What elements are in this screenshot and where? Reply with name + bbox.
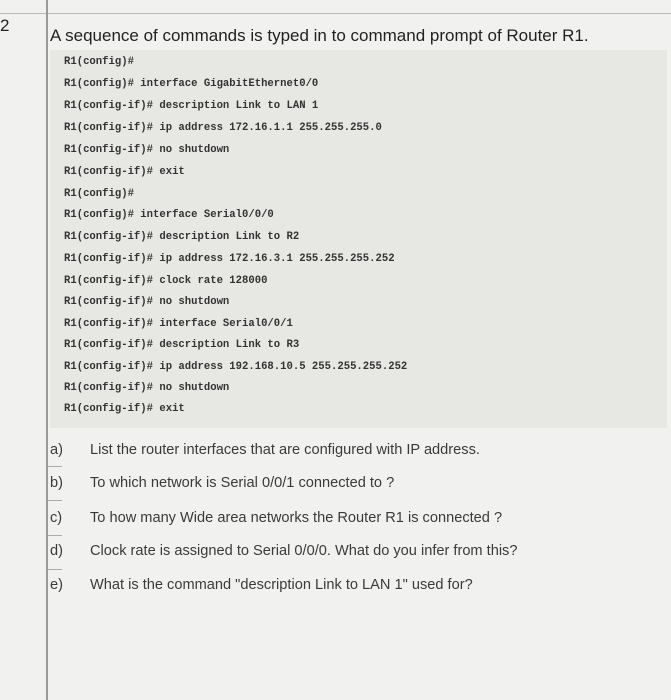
command-line: R1(config-if)# no shutdown xyxy=(64,296,230,308)
command-line: R1(config-if)# exit xyxy=(64,403,185,415)
command-line: R1(config-if)# description Link to R3 xyxy=(64,339,300,351)
command-line: R1(config-if)# description Link to R2 xyxy=(64,231,300,243)
command-line: R1(config-if)# no shutdown xyxy=(64,144,230,156)
command-line: R1(config-if)# ip address 172.16.3.1 255.255.255.252 xyxy=(64,253,395,265)
command-line: R1(config)# interface GigabitEthernet0/0 xyxy=(64,78,319,90)
command-line: R1(config-if)# no shutdown xyxy=(64,382,230,394)
margin-rule xyxy=(46,0,48,700)
command-line: R1(config)# xyxy=(64,56,134,68)
question-letter: c) xyxy=(50,510,63,526)
question-text: To how many Wide area networks the Router R1 is connected ? xyxy=(90,510,503,526)
command-line: R1(config-if)# interface Serial0/0/1 xyxy=(64,318,293,330)
divider xyxy=(48,466,62,467)
question-letter: e) xyxy=(50,577,63,593)
divider xyxy=(48,569,62,570)
question-letter: a) xyxy=(50,442,63,458)
command-line: R1(config-if)# ip address 192.168.10.5 255.255.255.252 xyxy=(64,361,408,373)
question-intro: A sequence of commands is typed in to command prompt of Router R1. xyxy=(50,26,589,45)
command-line: R1(config-if)# clock rate 128000 xyxy=(64,275,268,287)
command-line: R1(config-if)# description Link to LAN 1 xyxy=(64,100,319,112)
command-line: R1(config-if)# ip address 172.16.1.1 255.255.255.0 xyxy=(64,122,382,134)
question-number: 2 xyxy=(0,16,10,35)
question-text: To which network is Serial 0/0/1 connected to ? xyxy=(90,475,395,491)
divider xyxy=(48,535,62,536)
command-listing xyxy=(50,50,667,428)
question-text: What is the command "description Link to LAN 1" used for? xyxy=(90,577,473,593)
question-text: List the router interfaces that are configured with IP address. xyxy=(90,442,480,458)
question-letter: d) xyxy=(50,543,63,559)
top-rule xyxy=(0,13,671,14)
command-line: R1(config)# interface Serial0/0/0 xyxy=(64,209,274,221)
command-line: R1(config-if)# exit xyxy=(64,166,185,178)
command-line: R1(config)# xyxy=(64,188,134,200)
divider xyxy=(48,500,62,501)
question-text: Clock rate is assigned to Serial 0/0/0. What do you infer from this? xyxy=(90,543,518,559)
question-letter: b) xyxy=(50,475,63,491)
